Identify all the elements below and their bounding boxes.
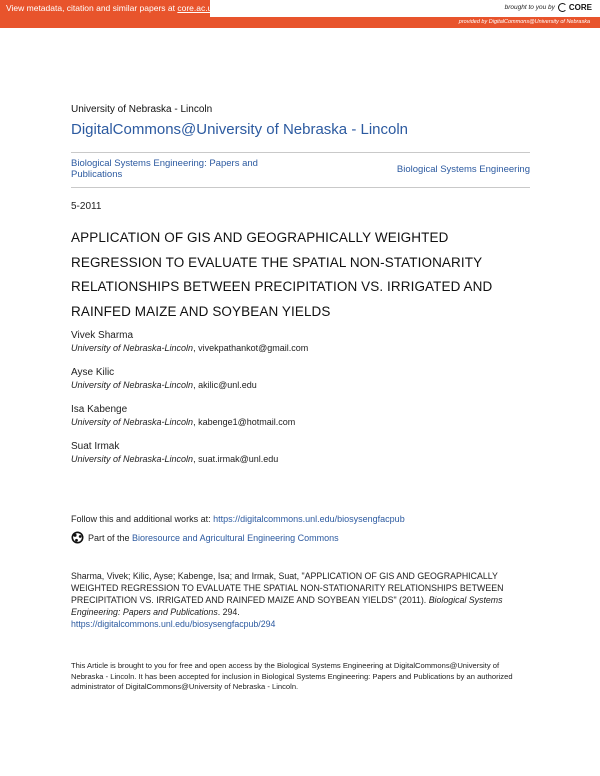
core-provided-by: provided by DigitalCommons@University of Nebraska (458, 19, 590, 25)
citation-url-link[interactable]: https://digitalcommons.unl.edu/biosysengfacpub/294 (71, 619, 276, 629)
author-name: Vivek Sharma (71, 330, 134, 341)
core-logo[interactable]: CORE (558, 3, 592, 12)
author-email: , vivekpathankot@gmail.com (193, 343, 309, 353)
author-affiliation: University of Nebraska-Lincoln (71, 343, 194, 353)
core-logo-icon (558, 3, 567, 12)
author-entry (71, 441, 278, 465)
bottom-divider (71, 187, 530, 188)
core-metadata-link[interactable]: View metadata, citation and similar papers at core.ac.uk (6, 3, 217, 13)
author-affiliation: University of Nebraska-Lincoln (71, 454, 194, 464)
access-notice: This Article is brought to you for free and open access by the Biological Systems Engineering at DigitalCommons@University of Nebraska - Lincoln. It has been accepted for inclusion in Biological Systems Engineering: Papers and Publications by an authorized administrator of DigitalCommons@University of Nebraska - Lincoln. (71, 661, 513, 691)
author-name: Ayse Kilic (71, 367, 115, 378)
author-affiliation: University of Nebraska-Lincoln (71, 380, 194, 390)
recommended-citation: Sharma, Vivek; Kilic, Ayse; Kabenge, Isa; and Irmak, Suat, "APPLICATION OF GIS AND GEOGRAPHICALLY WEIGHTED REGRESSION TO EVALUATE THE SPATIAL NON-STATIONARITY RELATIONSHIPS BETWEEN PRECIPITATION VS. IRRIGATED AND RAINFED MAIZE AND SOYBEAN YIELDS" (2011). Biological Systems Engineering: Papers and Publications. 294. https://digitalcommons.unl.edu/biosysengfacpub/294 (71, 570, 533, 630)
publication-date: 5-2011 (71, 201, 102, 212)
core-brought-by: brought to you by CORE (504, 3, 592, 12)
repository-link[interactable]: DigitalCommons@University of Nebraska - Lincoln (71, 121, 409, 138)
collection-link-papers[interactable]: Biological Systems Engineering: Papers and Publications (71, 158, 258, 180)
author-email: , kabenge1@hotmail.com (193, 417, 296, 427)
author-affiliation: University of Nebraska-Lincoln (71, 417, 194, 427)
follow-works-link[interactable]: https://digitalcommons.unl.edu/biosysengfacpub (213, 514, 405, 524)
citation-journal: Biological Systems Engineering: Papers and Publications (71, 595, 503, 617)
commons-link[interactable]: Bioresource and Agricultural Engineering Commons (132, 532, 339, 543)
part-of-commons: Part of the Bioresource and Agricultural Engineering Commons (71, 531, 339, 544)
author-email: , suat.irmak@unl.edu (193, 454, 279, 464)
institution-name: University of Nebraska - Lincoln (71, 104, 213, 115)
author-email: , akilic@unl.edu (193, 380, 257, 390)
author-entry (71, 404, 295, 428)
author-entry (71, 367, 257, 391)
author-name: Isa Kabenge (71, 404, 128, 415)
author-entry (71, 330, 308, 354)
author-name: Suat Irmak (71, 441, 120, 452)
article-title: APPLICATION OF GIS AND GEOGRAPHICALLY WEIGHTED REGRESSION TO EVALUATE THE SPATIAL NON-STATIONARITY RELATIONSHIPS BETWEEN PRECIPITATION VS. IRRIGATED AND RAINFED MAIZE AND SOYBEAN YIELDS (71, 230, 493, 319)
top-divider (71, 152, 530, 153)
core-banner (0, 0, 600, 28)
follow-works: Follow this and additional works at: https://digitalcommons.unl.edu/biosysengfacpub (71, 514, 405, 524)
collection-link-department[interactable]: Biological Systems Engineering (396, 164, 530, 175)
network-icon (71, 531, 84, 544)
core-domain-link[interactable]: core.ac.uk (177, 3, 217, 13)
